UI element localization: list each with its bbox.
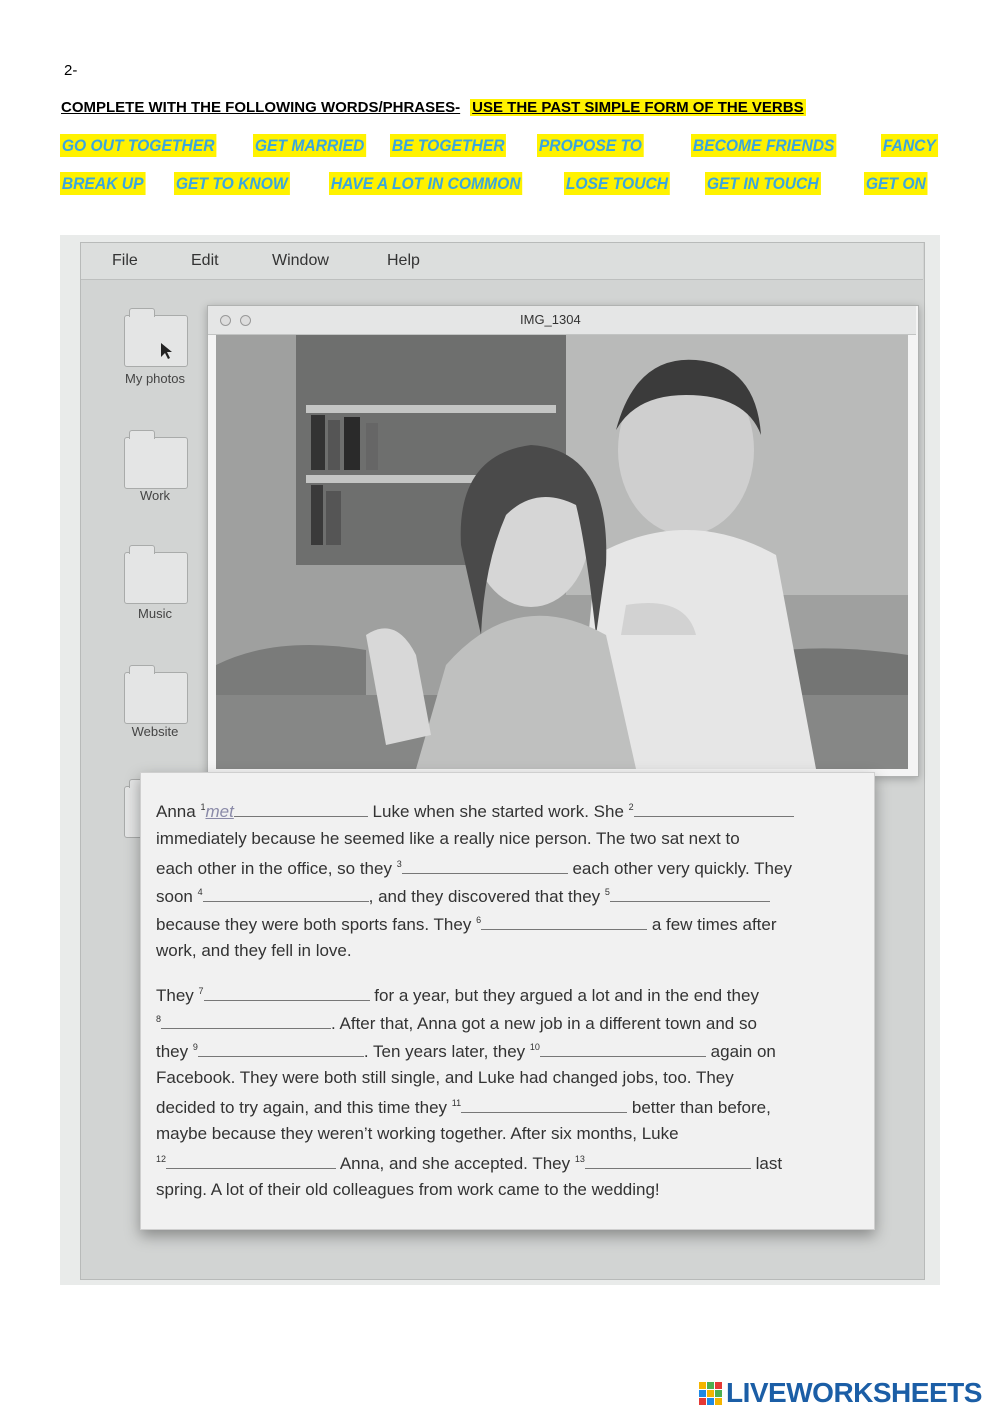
passage-line (156, 800, 794, 822)
text: soon (156, 887, 193, 906)
text: Luke when she started work. She (372, 802, 624, 821)
window-title: IMG_1304 (520, 312, 581, 327)
gap-2[interactable] (634, 800, 794, 817)
gap-number: 8 (156, 1014, 162, 1024)
menu-window: Window (272, 252, 329, 269)
logo-icon (699, 1382, 723, 1406)
gap-number: 9 (192, 1042, 198, 1052)
passage-line (156, 913, 777, 935)
menu-file: File (112, 252, 138, 269)
passage-line (156, 1012, 757, 1034)
gap-10[interactable] (540, 1040, 706, 1057)
folder-label: Website (131, 724, 179, 739)
text: better than before, (631, 1098, 771, 1117)
text: a few times after (651, 915, 777, 934)
passage-line: immediately because he seemed like a really nice person. The two sat next to (156, 829, 740, 848)
text: for a year, but they argued a lot and in the end they (374, 986, 759, 1005)
folder-icon (124, 437, 188, 489)
gap-12[interactable] (166, 1152, 336, 1169)
gap-9[interactable] (198, 1040, 364, 1057)
folder-label: Work (139, 488, 171, 503)
gap-number: 6 (476, 915, 482, 925)
text: each other in the office, so they (156, 859, 392, 878)
gap-number: 11 (451, 1098, 462, 1108)
gap-7[interactable] (204, 984, 370, 1001)
logo-text: LIVEWORKSHEETS (726, 1377, 982, 1408)
instruction-highlight: USE THE PAST SIMPLE FORM OF THE VERBS (472, 99, 804, 116)
menu-help: Help (387, 252, 420, 269)
text: . Ten years later, they (363, 1042, 526, 1061)
cursor-icon (160, 342, 174, 360)
word-bank-item: PROPOSE TO (538, 136, 642, 155)
gap-5[interactable] (610, 885, 770, 902)
word-bank-item: GET MARRIED (254, 136, 365, 155)
gap-number: 1 (200, 802, 206, 812)
gap-number: 13 (574, 1154, 585, 1164)
passage-line: work, and they fell in love. (156, 941, 352, 960)
word-bank-item: BE TOGETHER (391, 136, 505, 155)
folder-label: Music (138, 606, 172, 621)
folder-icon (124, 552, 188, 604)
exercise-number: 2- (64, 62, 78, 79)
gap-number: 5 (604, 887, 610, 897)
text: They (156, 986, 194, 1005)
gap-number: 12 (156, 1154, 167, 1164)
gap-number: 7 (198, 986, 204, 996)
text: Anna, and she accepted. They (339, 1154, 571, 1173)
folder-label: My photos (125, 371, 185, 386)
gap-6[interactable] (481, 913, 647, 930)
text: because they were both sports fans. They (156, 915, 472, 934)
word-bank-item: GO OUT TOGETHER (61, 136, 215, 155)
text: they (156, 1042, 189, 1061)
word-bank-item: FANCY (882, 136, 936, 155)
passage-line (156, 984, 759, 1006)
text: last (755, 1154, 783, 1173)
passage-line: Facebook. They were both still single, and Luke had changed jobs, too. They (156, 1068, 734, 1087)
passage-line: spring. A lot of their old colleagues from work came to the wedding! (156, 1180, 660, 1199)
word-bank-item: GET ON (865, 174, 926, 193)
gap-number: 3 (396, 859, 402, 869)
passage-line (156, 857, 792, 879)
window-close-dot (220, 315, 231, 326)
couple-photo (216, 335, 908, 769)
gap-number: 10 (529, 1042, 540, 1052)
example-answer: met (205, 802, 234, 821)
word-bank-item: HAVE A LOT IN COMMON (330, 174, 521, 193)
text: . After that, Anna got a new job in a different town and so (331, 1014, 757, 1033)
menu-edit: Edit (191, 252, 219, 269)
passage-line (156, 885, 770, 907)
word-bank-item: BECOME FRIENDS (692, 136, 835, 155)
word-bank-item: GET IN TOUCH (706, 174, 819, 193)
gap-number: 4 (197, 887, 203, 897)
word-bank-item: BREAK UP (61, 174, 144, 193)
text: decided to try again, and this time they (156, 1098, 448, 1117)
instruction-text: COMPLETE WITH THE FOLLOWING WORDS/PHRASES- (61, 99, 461, 116)
passage-line (156, 1096, 771, 1118)
gap-13[interactable] (585, 1152, 751, 1169)
passage-line (156, 1040, 776, 1062)
text: each other very quickly. They (572, 859, 792, 878)
passage-line (156, 1152, 782, 1174)
text: again on (710, 1042, 776, 1061)
gap-1[interactable] (234, 800, 368, 817)
gap-8[interactable] (161, 1012, 331, 1029)
instructions (61, 99, 806, 116)
passage-line: maybe because they weren’t working together. After six months, Luke (156, 1124, 679, 1143)
window-min-dot (240, 315, 251, 326)
folder-icon (124, 672, 188, 724)
folder-icon (124, 315, 188, 367)
text: Anna (156, 802, 196, 821)
word-bank-item: LOSE TOUCH (565, 174, 669, 193)
liveworksheets-logo (699, 1377, 982, 1409)
word-bank-item: GET TO KNOW (175, 174, 288, 193)
gap-3[interactable] (402, 857, 568, 874)
gap-4[interactable] (203, 885, 369, 902)
text: , and they discovered that they (368, 887, 601, 906)
gap-11[interactable] (461, 1096, 627, 1113)
gap-number: 2 (628, 802, 634, 812)
